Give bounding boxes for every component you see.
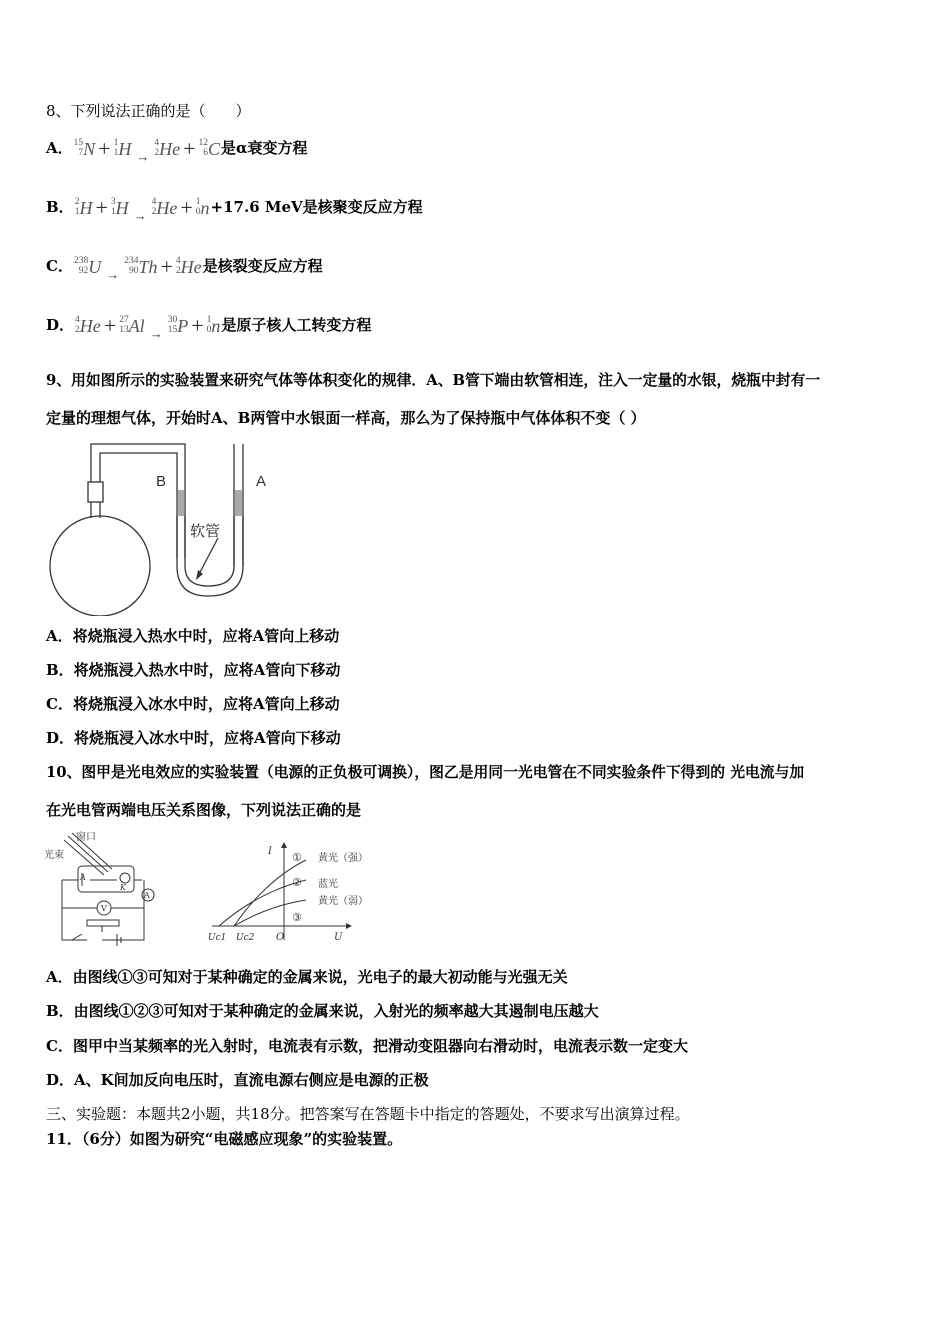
element-symbol: n bbox=[200, 198, 210, 218]
nuclide bbox=[74, 257, 101, 277]
atomic-number: 13 bbox=[119, 325, 129, 335]
nuclide bbox=[75, 316, 101, 336]
mass-number: 4 bbox=[75, 315, 80, 326]
mass-number: 30 bbox=[167, 315, 178, 326]
equation bbox=[74, 313, 221, 341]
curve-2-mark: ② bbox=[292, 876, 302, 889]
label-uc1: Uc1 bbox=[208, 933, 227, 943]
plus-sign: + bbox=[180, 195, 193, 220]
element-symbol: H bbox=[118, 139, 132, 159]
element-symbol: N bbox=[83, 139, 96, 159]
atomic-number: 15 bbox=[167, 325, 178, 335]
q10-option-a: A．由图线①③可知对于某种确定的金属来说，光电子的最大初动能与光强无关 bbox=[46, 968, 568, 986]
plus-sign: + bbox=[160, 254, 173, 279]
label-beam: 光束 bbox=[44, 850, 64, 861]
atomic-number: 1 bbox=[74, 207, 80, 217]
curve-3-mark: ③ bbox=[292, 911, 302, 924]
element-symbol: He bbox=[159, 139, 181, 159]
atomic-number: 1 bbox=[113, 148, 119, 158]
label-anode-a: A bbox=[80, 873, 86, 882]
atomic-number: 2 bbox=[154, 148, 160, 158]
equation bbox=[73, 254, 203, 282]
element-symbol: U bbox=[88, 257, 102, 277]
element-symbol: P bbox=[177, 316, 189, 336]
mass-number: 15 bbox=[73, 138, 84, 149]
q9-option-a: A．将烧瓶浸入热水中时，应将A管向上移动 bbox=[46, 627, 340, 645]
label-b: B bbox=[156, 473, 167, 490]
mass-number: 238 bbox=[73, 256, 89, 267]
q10-option-b: B．由图线①②③可知对于某种确定的金属来说，入射光的频率越大其遏制电压越大 bbox=[46, 1002, 599, 1020]
label-uc2: Uc2 bbox=[236, 933, 255, 943]
q10-figure-a-apparatus bbox=[42, 828, 160, 950]
plus-sign: + bbox=[103, 313, 117, 338]
nuclide bbox=[124, 257, 157, 277]
q10-option-c: C．图甲中当某频率的光入射时，电流表有示数，把滑动变阻器向右滑动时，电流表示数一定变大 bbox=[46, 1037, 688, 1055]
element-symbol: Al bbox=[128, 316, 145, 336]
nuclide bbox=[74, 139, 96, 159]
element-symbol: C bbox=[208, 139, 221, 159]
mass-number: 1 bbox=[206, 315, 212, 326]
label-axis-i: I bbox=[268, 846, 272, 857]
mass-number: 4 bbox=[175, 256, 181, 267]
element-symbol: n bbox=[211, 316, 221, 336]
atomic-number: 2 bbox=[151, 207, 157, 217]
curve-1-mark: ① bbox=[292, 851, 302, 864]
curve-1-label: 黄光（强） bbox=[318, 853, 368, 864]
reaction-arrow: → bbox=[133, 208, 147, 223]
q8-option-a bbox=[46, 138, 308, 163]
cathode-k bbox=[120, 873, 130, 883]
label-voltmeter: V bbox=[101, 904, 107, 913]
nuclide bbox=[199, 139, 221, 159]
mass-number: 1 bbox=[113, 138, 119, 149]
reaction-arrow: → bbox=[149, 326, 163, 341]
label-hose: 软管 bbox=[190, 522, 221, 540]
element-symbol: H bbox=[79, 198, 93, 218]
atomic-number: 2 bbox=[175, 266, 181, 276]
element-symbol: He bbox=[180, 257, 202, 277]
plus-sign: + bbox=[98, 136, 111, 161]
q10-figure-b-iu-graph bbox=[206, 840, 382, 946]
option-label: C． bbox=[46, 257, 73, 275]
reaction-arrow: → bbox=[106, 267, 120, 282]
element-symbol: H bbox=[115, 198, 129, 218]
element-symbol: Th bbox=[138, 257, 158, 277]
mass-number: 1 bbox=[195, 197, 201, 208]
mass-number: 3 bbox=[110, 197, 116, 208]
q9-option-c: C．将烧瓶浸入冰水中时，应将A管向上移动 bbox=[46, 695, 340, 713]
q11-stem: 11．（6分）如图为研究“电磁感应现象”的实验装置。 bbox=[46, 1130, 403, 1148]
option-label: A． bbox=[46, 139, 73, 157]
option-text: 是α衰变方程 bbox=[221, 139, 308, 157]
nuclide bbox=[168, 316, 189, 336]
atomic-number: 6 bbox=[203, 148, 208, 158]
flask bbox=[50, 516, 150, 616]
q10-stem-line1: 10、图甲是光电效应的实验装置（电源的正负极可调换），图乙是用同一光电管在不同实验条件下得到的 光电流与加 bbox=[46, 764, 805, 781]
nuclide bbox=[119, 316, 145, 336]
q8-option-d bbox=[46, 315, 371, 340]
q9-stem-line1: 9、用如图所示的实验装置来研究气体等体积变化的规律．A、B管下端由软管相连，注入一定量的水银，烧瓶中封有一 bbox=[46, 372, 821, 389]
flask-stopper bbox=[88, 482, 103, 502]
reaction-arrow: → bbox=[136, 149, 150, 164]
option-text: 是原子核人工转变方程 bbox=[221, 316, 372, 334]
label-origin: O bbox=[276, 932, 285, 943]
q9-option-b: B．将烧瓶浸入热水中时，应将A管向下移动 bbox=[46, 661, 341, 679]
mercury-level-b bbox=[178, 490, 184, 516]
connecting-tube bbox=[91, 444, 185, 558]
nuclide bbox=[207, 316, 221, 336]
q8-option-b bbox=[46, 197, 423, 222]
switch bbox=[72, 934, 82, 940]
nuclide bbox=[176, 257, 202, 277]
atomic-number: 2 bbox=[75, 325, 80, 335]
nuclide bbox=[75, 198, 93, 218]
mass-number: 12 bbox=[198, 138, 208, 149]
atomic-number: 0 bbox=[195, 207, 201, 217]
plus-sign: + bbox=[183, 136, 196, 161]
plus-sign: + bbox=[191, 313, 204, 338]
label-axis-u: U bbox=[334, 932, 343, 943]
q10-stem-line2: 在光电管两端电压关系图像，下列说法正确的是 bbox=[46, 801, 362, 819]
plus-sign: + bbox=[95, 195, 108, 220]
option-text: +17.6 MeV是核聚变反应方程 bbox=[210, 198, 423, 216]
curve-2-label: 蓝光 bbox=[318, 879, 338, 890]
atomic-number: 7 bbox=[78, 148, 84, 158]
q10-option-d: D．A、K间加反向电压时，直流电源右侧应是电源的正极 bbox=[46, 1071, 429, 1089]
label-ammeter: A bbox=[144, 891, 150, 900]
rheostat bbox=[87, 920, 119, 926]
q8-stem: 8、下列说法正确的是（ ） bbox=[46, 102, 251, 120]
option-label: D． bbox=[46, 316, 75, 334]
q9-apparatus-figure bbox=[40, 438, 290, 616]
mass-number: 234 bbox=[124, 256, 139, 267]
curve-3-label: 黄光（弱） bbox=[318, 896, 368, 907]
element-symbol: He bbox=[156, 198, 178, 218]
nuclide bbox=[114, 139, 132, 159]
mass-number: 27 bbox=[119, 315, 129, 326]
option-label: B． bbox=[46, 198, 74, 216]
atomic-number: 90 bbox=[128, 266, 139, 276]
mass-number: 4 bbox=[154, 138, 160, 149]
option-text: 是核裂变反应方程 bbox=[202, 257, 323, 275]
mass-number: 4 bbox=[151, 197, 157, 208]
mass-number: 2 bbox=[74, 197, 80, 208]
atomic-number: 1 bbox=[110, 207, 116, 217]
nuclide bbox=[154, 139, 180, 159]
label-window: 窗口 bbox=[76, 832, 96, 843]
label-cathode-k: K bbox=[120, 883, 126, 892]
nuclide bbox=[196, 198, 210, 218]
element-symbol: He bbox=[79, 316, 101, 336]
mercury-level-a bbox=[235, 490, 242, 516]
equation bbox=[73, 136, 221, 164]
nuclide bbox=[111, 198, 129, 218]
q8-option-c bbox=[46, 256, 323, 281]
nuclide bbox=[152, 198, 178, 218]
atomic-number: 92 bbox=[78, 266, 89, 276]
atomic-number: 0 bbox=[206, 325, 212, 335]
label-a: A bbox=[256, 473, 267, 490]
q9-stem-line2: 定量的理想气体，开始时A、B两管中水银面一样高，那么为了保持瓶中气体体积不变（ ） bbox=[46, 409, 646, 427]
section-3-heading: 三、实验题：本题共2小题，共18分。把答案写在答题卡中指定的答题处，不要求写出演算过程。 bbox=[46, 1105, 690, 1123]
equation bbox=[74, 195, 211, 223]
q9-option-d: D．将烧瓶浸入冰水中时，应将A管向下移动 bbox=[46, 729, 341, 747]
